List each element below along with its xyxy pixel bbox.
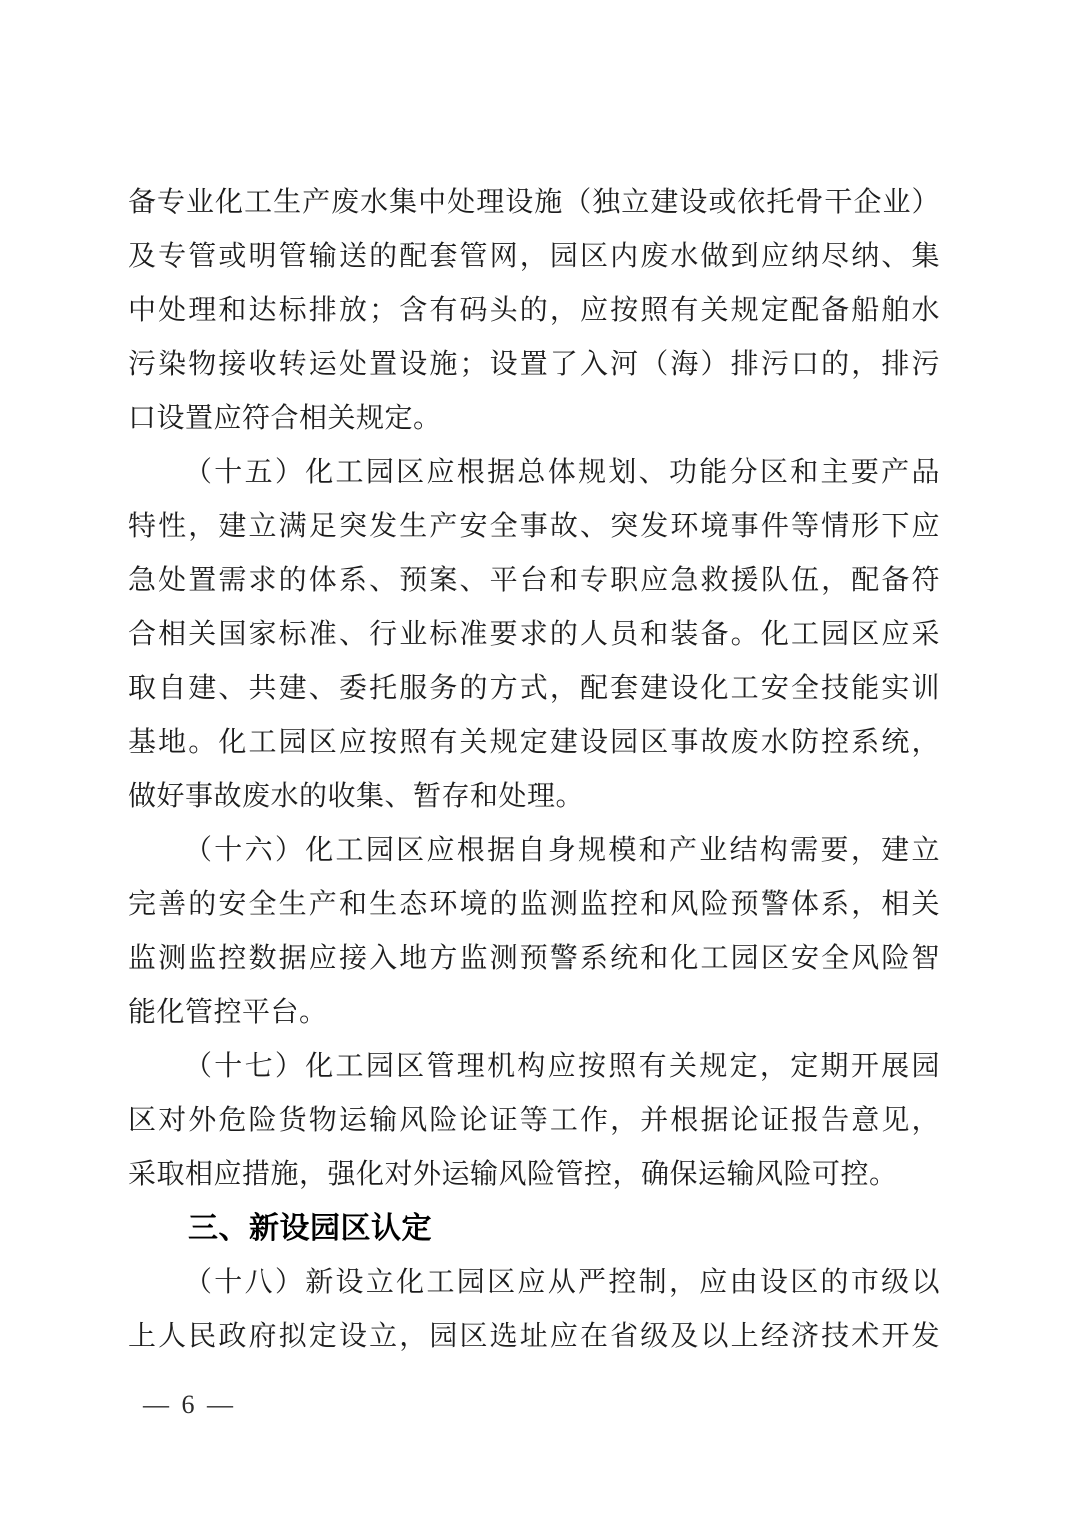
text-line: （十五）化工园区应根据总体规划、功能分区和主要产品 [184,457,940,488]
document-body [128,176,940,1364]
text-line: 完善的安全生产和生态环境的监测监控和风险预警体系，相关 [128,889,940,920]
text-line: 急处置需求的体系、预案、平台和专职应急救援队伍，配备符 [128,565,940,596]
text-line: 备专业化工生产废水集中处理设施（独立建设或依托骨干企业） [128,187,940,218]
text-line: （十八）新设立化工园区应从严控制，应由设区的市级以 [184,1267,940,1298]
text-line: 基地。化工园区应按照有关规定建设园区事故废水防控系统， [128,727,940,758]
text-line: 污染物接收转运处置设施；设置了入河（海）排污口的，排污 [128,349,940,380]
section-heading: 三、新设园区认定 [188,1212,432,1245]
text-line: 取自建、共建、委托服务的方式，配套建设化工安全技能实训 [128,673,940,704]
text-line: 上人民政府拟定设立，园区选址应在省级及以上经济技术开发 [128,1321,940,1352]
page-number: — 6 — [143,1390,233,1419]
text-line: 中处理和达标排放；含有码头的，应按照有关规定配备船舶水 [128,295,940,326]
text-line: 口设置应符合相关规定。 [128,403,442,434]
text-line: 做好事故废水的收集、暂存和处理。 [128,781,585,812]
text-line: 特性，建立满足突发生产安全事故、突发环境事件等情形下应 [128,511,940,542]
text-line: 及专管或明管输送的配套管网，园区内废水做到应纳尽纳、集 [128,241,940,272]
text-line: 合相关国家标准、行业标准要求的人员和装备。化工园区应采 [128,619,940,650]
text-line: （十六）化工园区应根据自身规模和产业结构需要，建立 [184,835,940,866]
text-line: 采取相应措施，强化对外运输风险管控，确保运输风险可控。 [128,1159,898,1190]
text-line: 区对外危险货物运输风险论证等工作，并根据论证报告意见， [128,1105,940,1136]
text-line: （十七）化工园区管理机构应按照有关规定，定期开展园 [184,1051,940,1082]
text-line: 能化管控平台。 [128,997,328,1028]
text-line: 监测监控数据应接入地方监测预警系统和化工园区安全风险智 [128,943,940,974]
